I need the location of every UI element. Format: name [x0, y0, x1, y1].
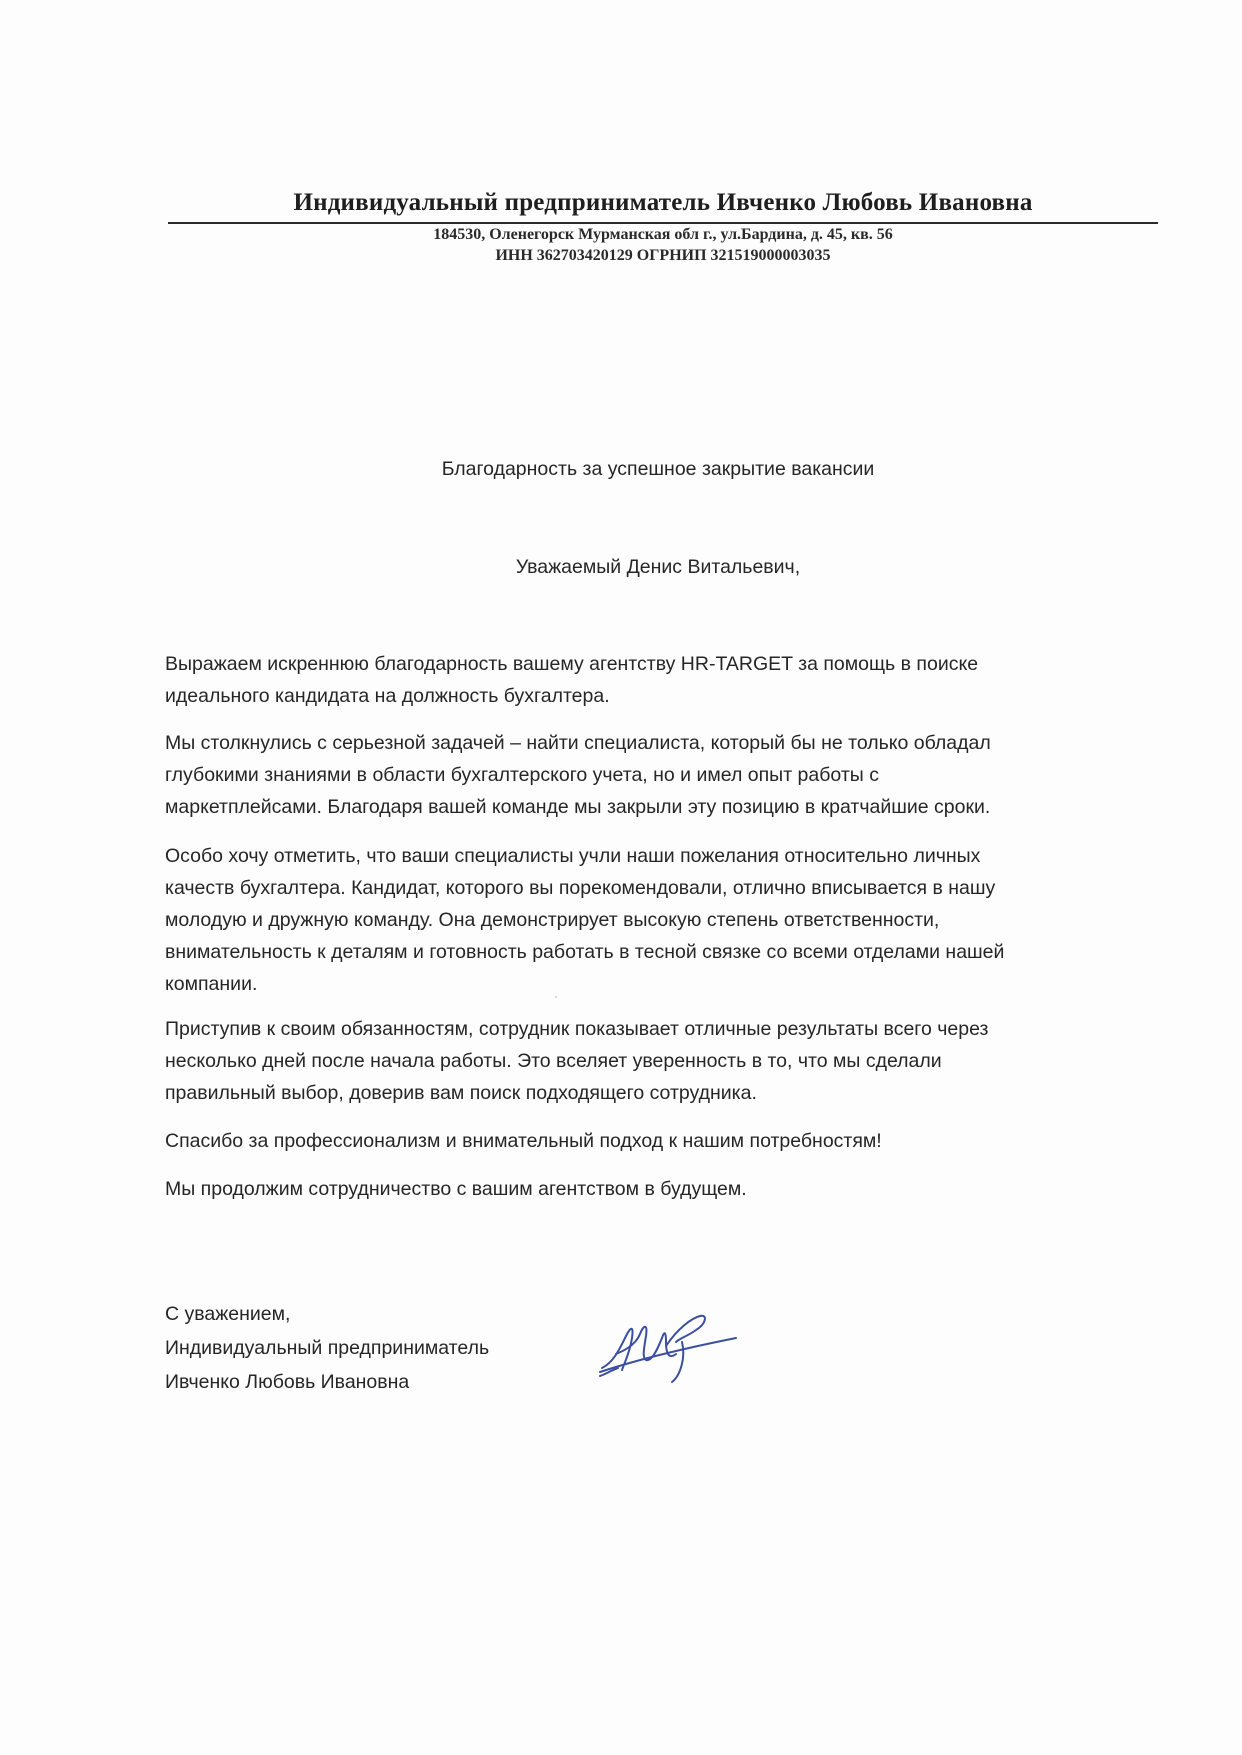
closing-regards: С уважением, — [165, 1303, 291, 1325]
paragraph-line: качеств бухгалтера. Кандидат, которого вы порекомендовали, отлично вписывается в нашу — [165, 877, 996, 899]
paragraph-line: правильный выбор, доверив вам поиск подходящего сотрудника. — [165, 1082, 757, 1104]
paragraph-line: глубокими знаниями в области бухгалтерского учета, но и имел опыт работы с — [165, 764, 879, 786]
paragraph-line: внимательность к деталям и готовность работать в тесной связке со всеми отделами нашей — [165, 941, 1005, 963]
letter-closing — [165, 1297, 489, 1399]
paragraph-5 — [165, 1125, 1125, 1157]
letterhead-divider — [168, 222, 1158, 224]
paragraph-line: несколько дней после начала работы. Это вселяет уверенность в то, что мы сделали — [165, 1050, 942, 1072]
letter-greeting: Уважаемый Денис Витальевич, — [515, 556, 801, 578]
paragraph-line: компании. — [165, 973, 258, 995]
letterhead-address: 184530, Оленегорск Мурманская обл г., ул.Бардина, д. 45, кв. 56 — [433, 226, 893, 243]
paragraph-3 — [165, 840, 1125, 1000]
scan-speck — [555, 996, 557, 998]
paragraph-1 — [165, 648, 1125, 712]
paragraph-4 — [165, 1013, 1125, 1109]
letter-subject: Благодарность за успешное закрытие вакансии — [441, 458, 875, 480]
paragraph-line: Особо хочу отметить, что ваши специалисты учли наши пожелания относительно личных — [165, 845, 981, 867]
letterhead-ids: ИНН 362703420129 ОГРНИП 321519000003035 — [495, 247, 831, 264]
paragraph-line: молодую и дружную команду. Она демонстрирует высокую степень ответственности, — [165, 909, 940, 931]
paragraph-line: Спасибо за профессионализм и внимательный подход к нашим потребностям! — [165, 1130, 882, 1152]
paragraph-line: Мы продолжим сотрудничество с вашим агентством в будущем. — [165, 1178, 747, 1200]
paragraph-2 — [165, 727, 1125, 823]
closing-name: Ивченко Любовь Ивановна — [165, 1371, 410, 1393]
paragraph-line: Мы столкнулись с серьезной задачей – найти специалиста, который бы не только обладал — [165, 732, 991, 754]
paragraph-6 — [165, 1173, 1125, 1205]
handwritten-signature — [596, 1308, 746, 1388]
letterhead-title: Индивидуальный предприниматель Ивченко Любовь Ивановна — [293, 189, 1033, 216]
paragraph-line: Выражаем искреннюю благодарность вашему агентству HR-TARGET за помощь в поиске — [165, 653, 979, 675]
closing-position: Индивидуальный предприниматель — [165, 1337, 490, 1359]
paragraph-line: идеального кандидата на должность бухгалтера. — [165, 685, 610, 707]
paragraph-line: маркетплейсами. Благодаря вашей команде мы закрыли эту позицию в кратчайшие сроки. — [165, 796, 991, 818]
paragraph-line: Приступив к своим обязанностям, сотрудник показывает отличные результаты всего через — [165, 1018, 989, 1040]
